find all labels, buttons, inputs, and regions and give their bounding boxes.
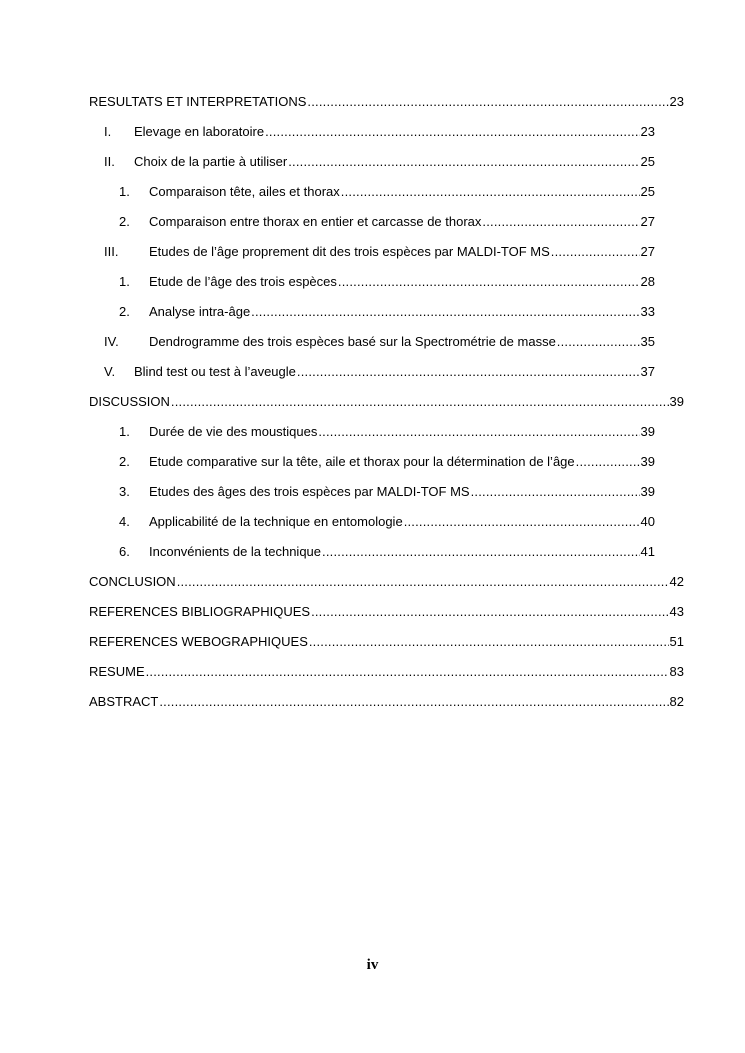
toc-page-number: 40 [640,514,655,529]
toc-page-number: 27 [640,214,655,229]
toc-title: RESULTATS ET INTERPRETATIONS [89,94,307,109]
toc-leader [297,364,640,380]
toc-number: III. [104,244,119,259]
toc-entry[interactable] [119,214,655,230]
toc-leader [171,394,669,410]
page-number-footer: iv [366,957,379,973]
toc-leader [307,94,668,110]
toc-leader [557,334,640,350]
toc-page-number: 43 [669,604,684,619]
toc-title: Etudes des âges des trois espèces par MALDI-TOF MS [149,484,470,499]
toc-title: Etude de l’âge des trois espèces [149,274,337,289]
toc-number: 1. [119,424,130,439]
toc-title: Etude comparative sur la tête, aile et thorax pour la détermination de l’âge [149,454,575,469]
toc-title: CONCLUSION [89,574,176,589]
toc-number: 2. [119,304,130,319]
toc-title: Comparaison tête, ailes et thorax [149,184,340,199]
toc-entry[interactable] [119,424,655,440]
toc-number: I. [104,124,112,139]
toc-page-number: 39 [640,484,655,499]
toc-leader [288,154,639,170]
toc-entry[interactable] [89,394,684,410]
toc-page-number: 51 [669,634,684,649]
toc-leader [404,514,640,530]
toc-entry[interactable] [89,664,684,680]
toc-entry[interactable] [119,304,655,320]
toc-entry[interactable] [89,634,684,650]
toc-entry[interactable] [119,454,655,470]
toc-number: 1. [119,274,130,289]
toc-entry[interactable] [104,154,655,170]
toc-number: 6. [119,544,130,559]
toc-number: V. [104,364,116,379]
toc-title: Choix de la partie à utiliser [134,154,288,169]
toc-leader [471,484,640,500]
toc-number: 3. [119,484,130,499]
toc-leader [309,634,669,650]
toc-page-number: 23 [669,94,684,109]
toc-title: REFERENCES BIBLIOGRAPHIQUES [89,604,311,619]
toc-title: Analyse intra-âge [149,304,251,319]
toc-leader [338,274,640,290]
toc-leader [177,574,669,590]
toc-page-number: 82 [669,694,684,709]
toc-title: Comparaison entre thorax en entier et carcasse de thorax [149,214,482,229]
toc-leader [311,604,668,620]
toc-entry[interactable] [104,124,655,140]
toc-page-number: 25 [640,184,655,199]
toc-page-number: 42 [669,574,684,589]
toc-title: Applicabilité de la technique en entomologie [149,514,403,529]
toc-leader [159,694,668,710]
toc-entry[interactable] [119,544,655,560]
toc-page-number: 41 [640,544,655,559]
toc-entry[interactable] [119,484,655,500]
toc-entry[interactable] [119,514,655,530]
toc-leader [146,664,669,680]
toc-title: RESUME [89,664,145,679]
toc-title: Blind test ou test à l’aveugle [134,364,296,379]
toc-leader [318,424,639,440]
toc-title: Durée de vie des moustiques [149,424,318,439]
toc-leader [341,184,640,200]
toc-entry[interactable] [119,184,655,200]
toc-page-number: 39 [669,394,684,409]
toc-number: IV. [104,334,119,349]
toc-title: Dendrogramme des trois espèces basé sur la Spectrométrie de masse [149,334,556,349]
toc-number: 4. [119,514,130,529]
toc-title: Elevage en laboratoire [134,124,265,139]
toc-title: ABSTRACT [89,694,159,709]
toc-number: 2. [119,214,130,229]
toc-entry[interactable] [89,694,684,710]
toc-number: 2. [119,454,130,469]
toc-number: 1. [119,184,130,199]
toc-leader [551,244,640,260]
toc-entry[interactable] [104,244,655,260]
toc-entry[interactable] [104,334,655,350]
toc-entry[interactable] [89,94,684,110]
toc-entry[interactable] [119,274,655,290]
toc-title: Etudes de l’âge proprement dit des trois espèces par MALDI-TOF MS [149,244,550,259]
toc-page-number: 39 [640,424,655,439]
toc-title: REFERENCES WEBOGRAPHIQUES [89,634,308,649]
toc-leader [576,454,640,470]
toc-page-number: 25 [640,154,655,169]
toc-leader [265,124,639,140]
toc-leader [251,304,639,320]
toc-leader [322,544,640,560]
toc-title: DISCUSSION [89,394,170,409]
toc-page-number: 23 [640,124,655,139]
toc-entry[interactable] [89,604,684,620]
toc-page-number: 37 [640,364,655,379]
toc-title: Inconvénients de la technique [149,544,322,559]
toc-page-number: 33 [640,304,655,319]
toc-leader [482,214,639,230]
toc-entry[interactable] [104,364,655,380]
toc-page-number: 39 [640,454,655,469]
toc-entry[interactable] [89,574,684,590]
toc-number: II. [104,154,115,169]
toc-page-number: 35 [640,334,655,349]
toc-page-number: 28 [640,274,655,289]
toc-page-number: 27 [640,244,655,259]
toc-page-number: 83 [669,664,684,679]
